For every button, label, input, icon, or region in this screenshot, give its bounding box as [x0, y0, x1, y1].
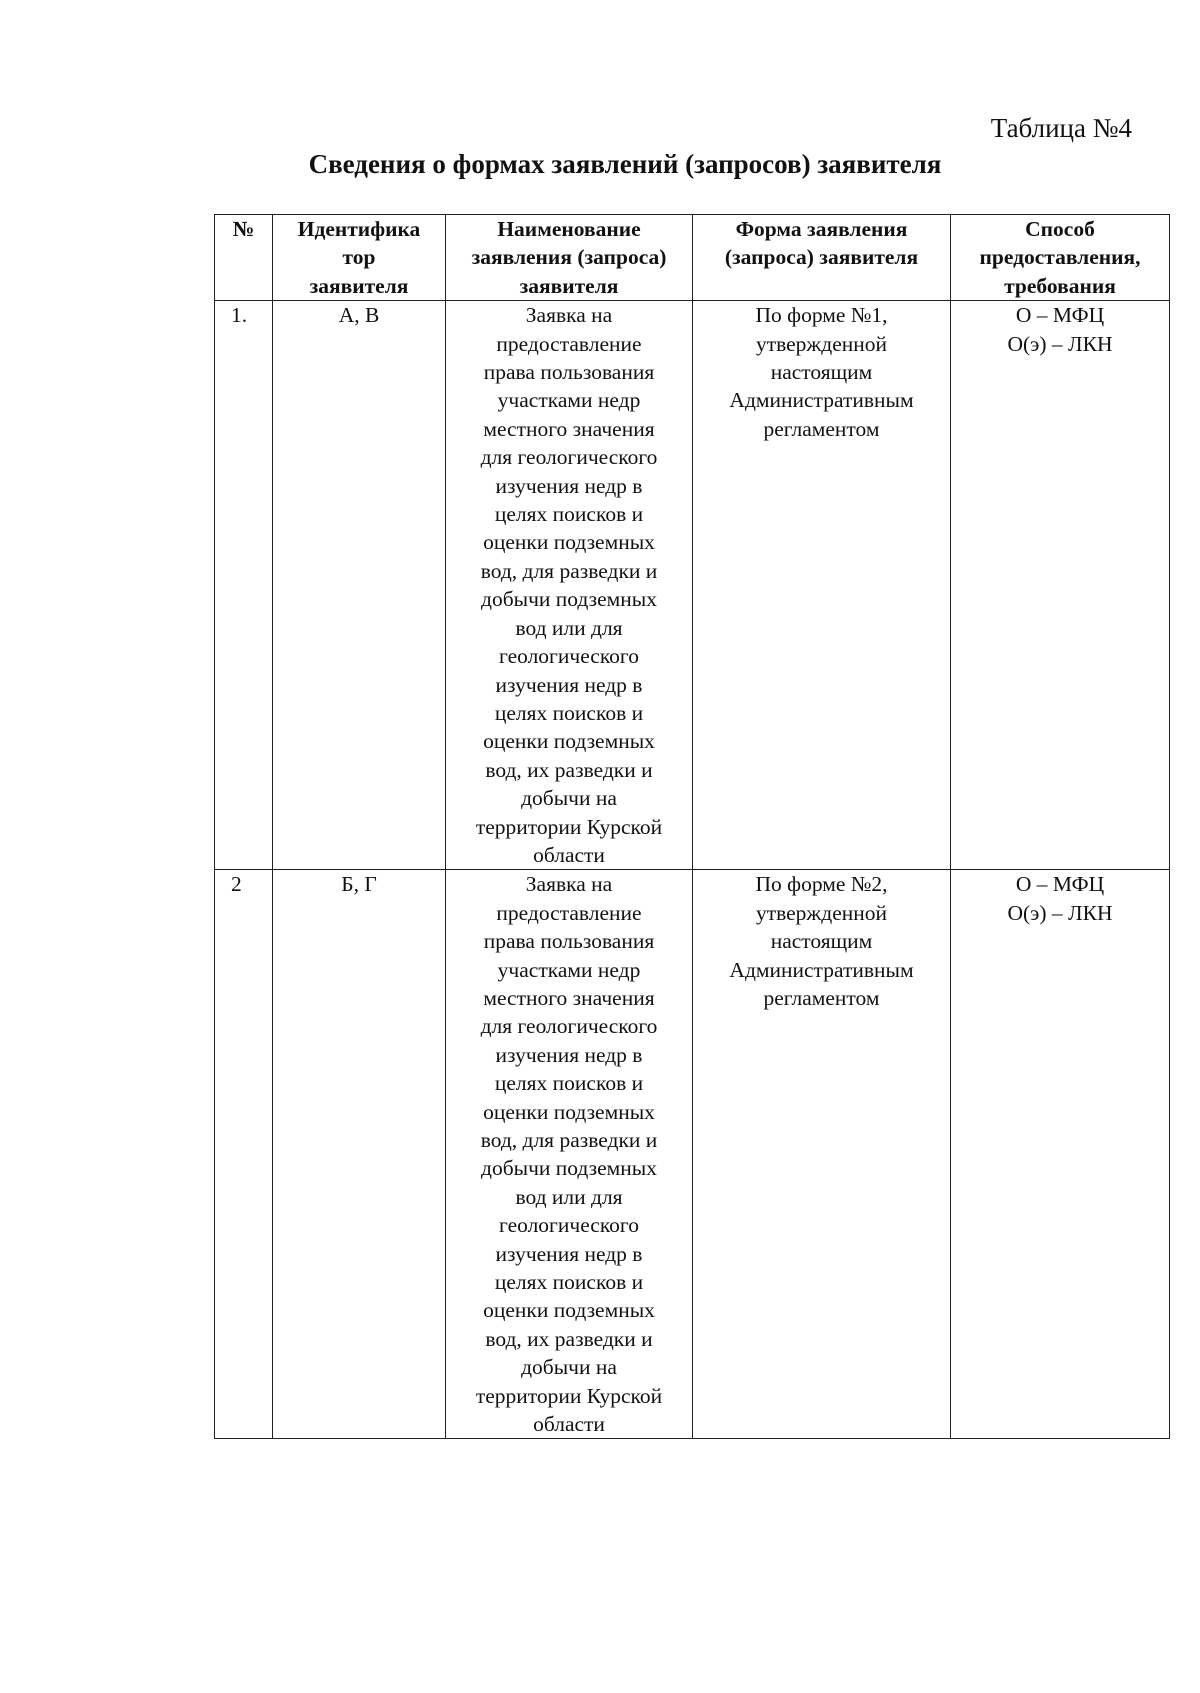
header-text-line: заявителя [519, 273, 619, 298]
table-body [215, 301, 1170, 1439]
cell-text-line: местного значения [483, 416, 655, 441]
cell-text-line: Административным [729, 388, 914, 413]
request-name-cell [446, 870, 693, 1439]
cell-text-line: изучения недр в [495, 672, 643, 697]
cell-text-line: территории Курской [475, 1383, 663, 1408]
cell-text-line: участками недр [497, 388, 641, 413]
cell-text-line: О – МФЦ [1015, 303, 1105, 328]
cell-text-line: добычи подземных [481, 587, 657, 612]
header-text-line: предоставления, [979, 245, 1141, 270]
applicant-id-cell [273, 301, 446, 870]
cell-text-line: геологического [499, 644, 639, 669]
cell-text-line: права пользования [483, 360, 655, 385]
cell-text-line: Заявка на [525, 872, 613, 897]
cell-text-line: оценки подземных [483, 1298, 655, 1323]
header-text-line: заявителя [309, 273, 409, 298]
row-number-cell [215, 870, 273, 1439]
table-row [215, 870, 1170, 1439]
cell-text-line: предоставление [496, 331, 642, 356]
header-text-line: Наименование [497, 217, 641, 241]
request-name-cell [446, 301, 693, 870]
cell-text-line: добычи подземных [481, 1156, 657, 1181]
header-cell-submission-method [951, 215, 1170, 301]
cell-text-line: О – МФЦ [1015, 872, 1105, 897]
header-text-line: Способ [1025, 217, 1095, 241]
table-number: Таблица №4 [990, 113, 1132, 143]
cell-text-line: Административным [729, 957, 914, 982]
cell-text-line: целях поисков и [494, 1071, 644, 1096]
header-text-line: тор [342, 245, 376, 270]
cell-text-line: целях поисков и [494, 700, 644, 725]
submission-method-cell [951, 870, 1170, 1439]
cell-text-line: Заявка на [525, 303, 613, 328]
cell-text-line: добычи на [521, 786, 617, 811]
cell-text-line: изучения недр в [495, 1042, 643, 1067]
cell-text-line: оценки подземных [483, 729, 655, 754]
cell-text-line: геологического [499, 1213, 639, 1238]
cell-text-line: добычи на [521, 1355, 617, 1380]
header-text-line: № [232, 217, 255, 241]
cell-text-line: вод, для разведки и [480, 558, 658, 583]
cell-text-line: По форме №2, [755, 872, 888, 897]
header-text-line: (запроса) заявителя [724, 245, 919, 270]
applicant-id-cell [273, 870, 446, 1439]
request-form-cell [693, 870, 951, 1439]
application-forms-table [214, 214, 1170, 1439]
cell-text-line: оценки подземных [483, 1099, 655, 1124]
header-row [215, 215, 1170, 301]
cell-text-line: регламентом [763, 416, 880, 441]
submission-method-cell [951, 301, 1170, 870]
header-cell-applicant-id [273, 215, 446, 301]
header-text-line: Форма заявления [735, 217, 908, 241]
header-text-line: требования [1004, 273, 1116, 298]
header-cell-request-name [446, 215, 693, 301]
cell-text-line: вод или для [515, 1184, 623, 1209]
cell-text-line: О(э) – ЛКН [1007, 331, 1113, 356]
cell-text-line: утвержденной [755, 331, 888, 356]
cell-text-line: вод, их разведки и [485, 757, 653, 782]
cell-text-line: для геологического [480, 1014, 658, 1039]
cell-text-line: А, В [338, 303, 380, 328]
cell-text-line: регламентом [763, 985, 880, 1010]
cell-text-line: вод, их разведки и [485, 1326, 653, 1351]
cell-text-line: вод, для разведки и [480, 1128, 658, 1152]
cell-text-line: целях поисков и [494, 1270, 644, 1295]
header-text-line: заявления (запроса) [471, 245, 667, 270]
cell-text-line: О(э) – ЛКН [1007, 900, 1113, 925]
table-header [215, 215, 1170, 301]
table-row [215, 301, 1170, 870]
cell-text-line: 2 [231, 872, 242, 897]
cell-text-line: территории Курской [475, 814, 663, 839]
row-number-cell [215, 301, 273, 870]
cell-text-line: целях поисков и [494, 502, 644, 527]
cell-text-line: области [533, 1412, 605, 1437]
cell-text-line: участками недр [497, 957, 641, 982]
cell-text-line: Б, Г [341, 872, 377, 897]
cell-text-line: права пользования [483, 929, 655, 954]
cell-text-line: вод или для [515, 615, 623, 640]
header-text-line: Идентифика [297, 217, 421, 241]
request-form-cell [693, 301, 951, 870]
cell-text-line: настоящим [770, 360, 873, 385]
cell-text-line: для геологического [480, 445, 658, 470]
cell-text-line: оценки подземных [483, 530, 655, 555]
cell-text-line: утвержденной [755, 900, 888, 925]
cell-text-line: настоящим [770, 929, 873, 954]
cell-text-line: области [533, 842, 605, 867]
document-title: Сведения о формах заявлений (запросов) заявителя [308, 149, 942, 179]
header-cell-request-form [693, 215, 951, 301]
cell-text-line: изучения недр в [495, 1241, 643, 1266]
cell-text-line: местного значения [483, 985, 655, 1010]
cell-text-line: изучения недр в [495, 473, 643, 498]
cell-text-line: По форме №1, [755, 303, 888, 328]
cell-text-line: 1. [231, 303, 248, 328]
header-cell-number [215, 215, 273, 301]
cell-text-line: предоставление [496, 900, 642, 925]
